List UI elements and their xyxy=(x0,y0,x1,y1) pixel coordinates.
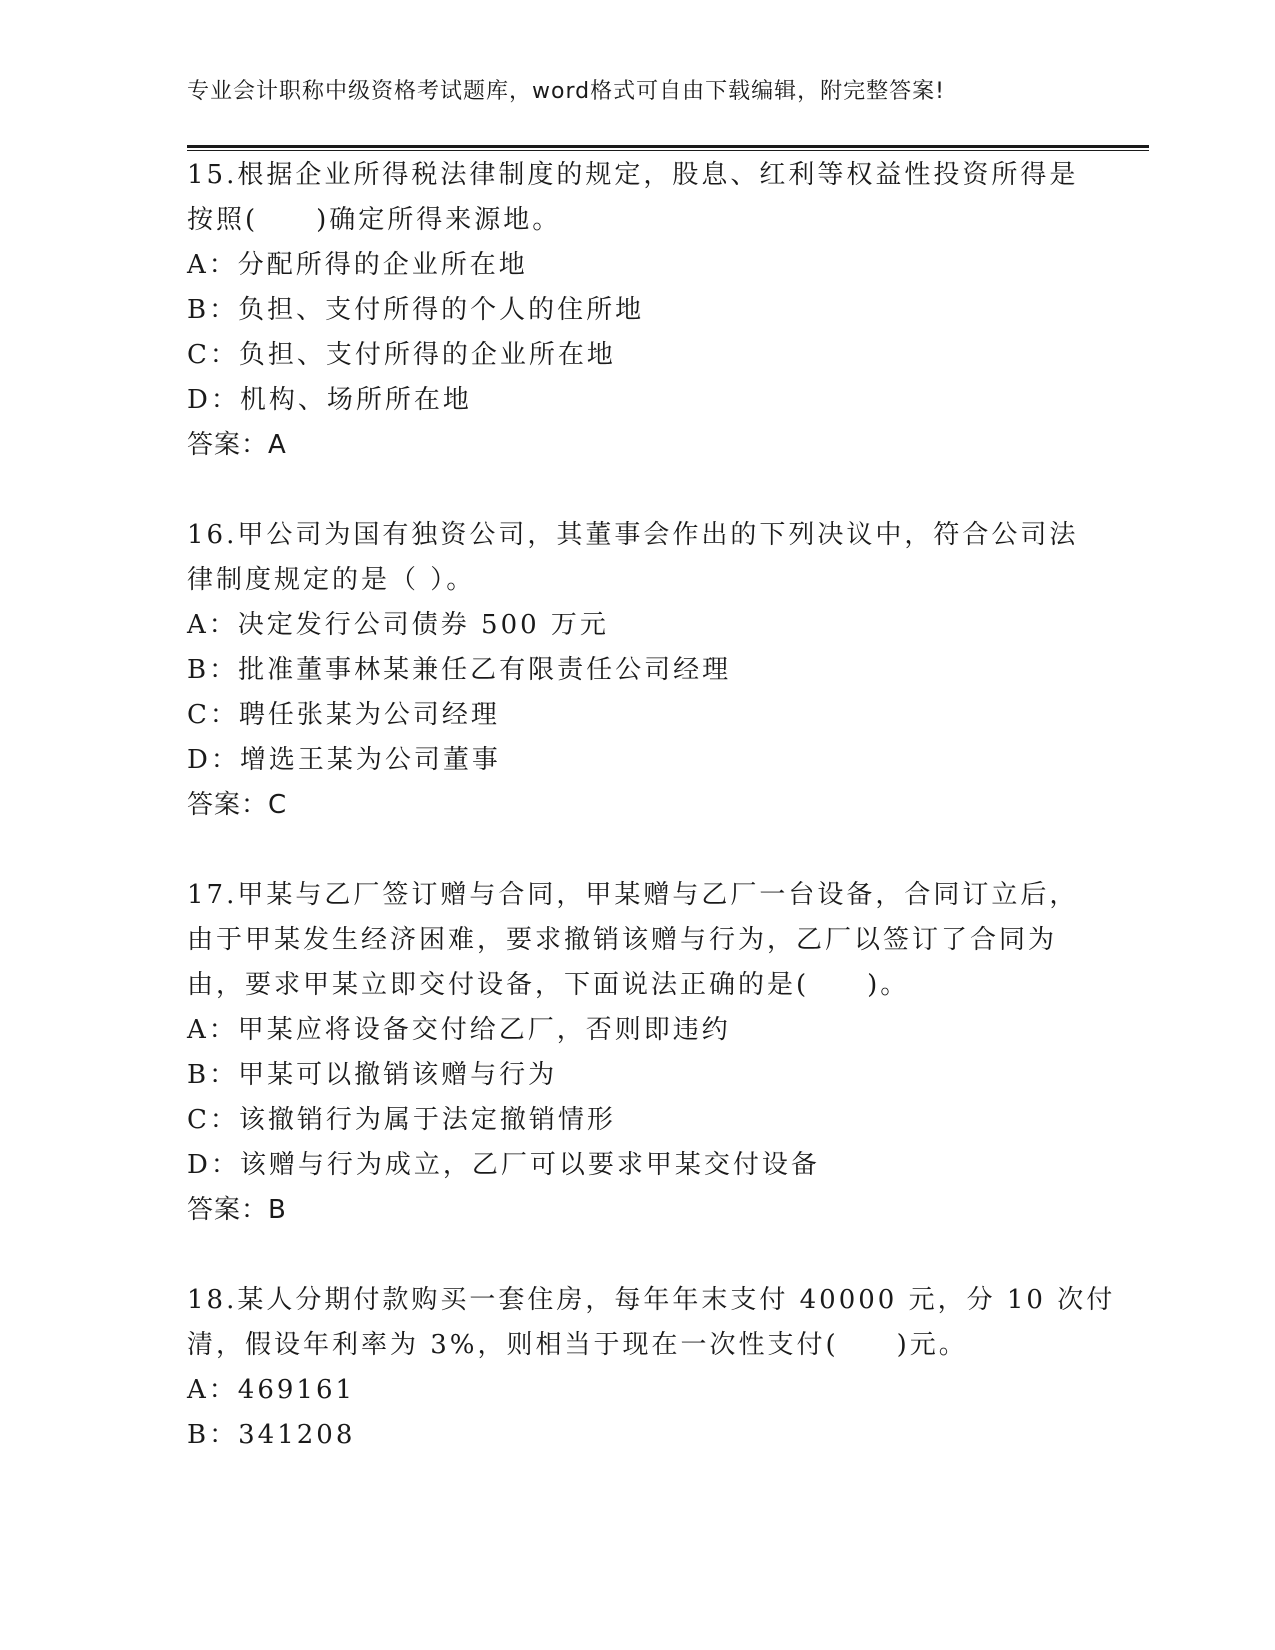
question-stem-line: 律制度规定的是（ ）。 xyxy=(187,565,476,595)
spacer xyxy=(187,1233,1087,1278)
answer: 答案：B xyxy=(187,1195,287,1225)
spacer xyxy=(187,828,1087,873)
option-c: C：聘任张某为公司经理 xyxy=(187,700,500,730)
answer: 答案：C xyxy=(187,790,288,820)
page-header: 专业会计职称中级资格考试题库，word格式可自由下载编辑，附完整答案! xyxy=(187,79,945,104)
option-c: C：负担、支付所得的企业所在地 xyxy=(187,340,616,370)
question-16 xyxy=(187,513,1087,828)
question-stem-line: 15.根据企业所得税法律制度的规定，股息、红利等权益性投资所得是 xyxy=(187,160,1079,190)
question-stem-line: 17.甲某与乙厂签订赠与合同，甲某赠与乙厂一台设备，合同订立后， xyxy=(187,880,1079,910)
option-b: B：341208 xyxy=(187,1420,356,1450)
spacer xyxy=(187,468,1087,513)
option-a: A：469161 xyxy=(187,1375,356,1405)
option-b: B：批准董事林某兼任乙有限责任公司经理 xyxy=(187,655,732,685)
question-list xyxy=(187,153,1116,1458)
option-d: D：增选王某为公司董事 xyxy=(187,745,501,775)
question-stem-line: 由于甲某发生经济困难，要求撤销该赠与行为，乙厂以签订了合同为 xyxy=(187,925,1058,955)
question-stem-line: 清，假设年利率为 3%，则相当于现在一次性支付( )元。 xyxy=(187,1330,968,1360)
option-a: A：决定发行公司债券 500 万元 xyxy=(187,610,609,640)
header-divider-thin xyxy=(187,150,1149,151)
question-stem-line: 按照( )确定所得来源地。 xyxy=(187,205,562,235)
option-b: B：甲某可以撤销该赠与行为 xyxy=(187,1060,558,1090)
question-15 xyxy=(187,153,1087,468)
question-stem-line: 16.甲公司为国有独资公司，其董事会作出的下列决议中，符合公司法 xyxy=(187,520,1079,550)
question-18 xyxy=(187,1278,1116,1458)
option-a: A：甲某应将设备交付给乙厂，否则即违约 xyxy=(187,1015,731,1045)
option-d: D：该赠与行为成立，乙厂可以要求甲某交付设备 xyxy=(187,1150,820,1180)
option-a: A：分配所得的企业所在地 xyxy=(187,250,528,280)
question-17 xyxy=(187,873,1087,1233)
header-divider-thick xyxy=(187,145,1149,148)
option-d: D：机构、场所所在地 xyxy=(187,385,472,415)
question-stem-line: 由，要求甲某立即交付设备，下面说法正确的是( )。 xyxy=(187,970,910,1000)
answer: 答案：A xyxy=(187,430,287,460)
option-c: C：该撤销行为属于法定撤销情形 xyxy=(187,1105,616,1135)
option-b: B：负担、支付所得的个人的住所地 xyxy=(187,295,645,325)
question-stem-line: 18.某人分期付款购买一套住房，每年年末支付 40000 元，分 10 次付 xyxy=(187,1285,1116,1315)
